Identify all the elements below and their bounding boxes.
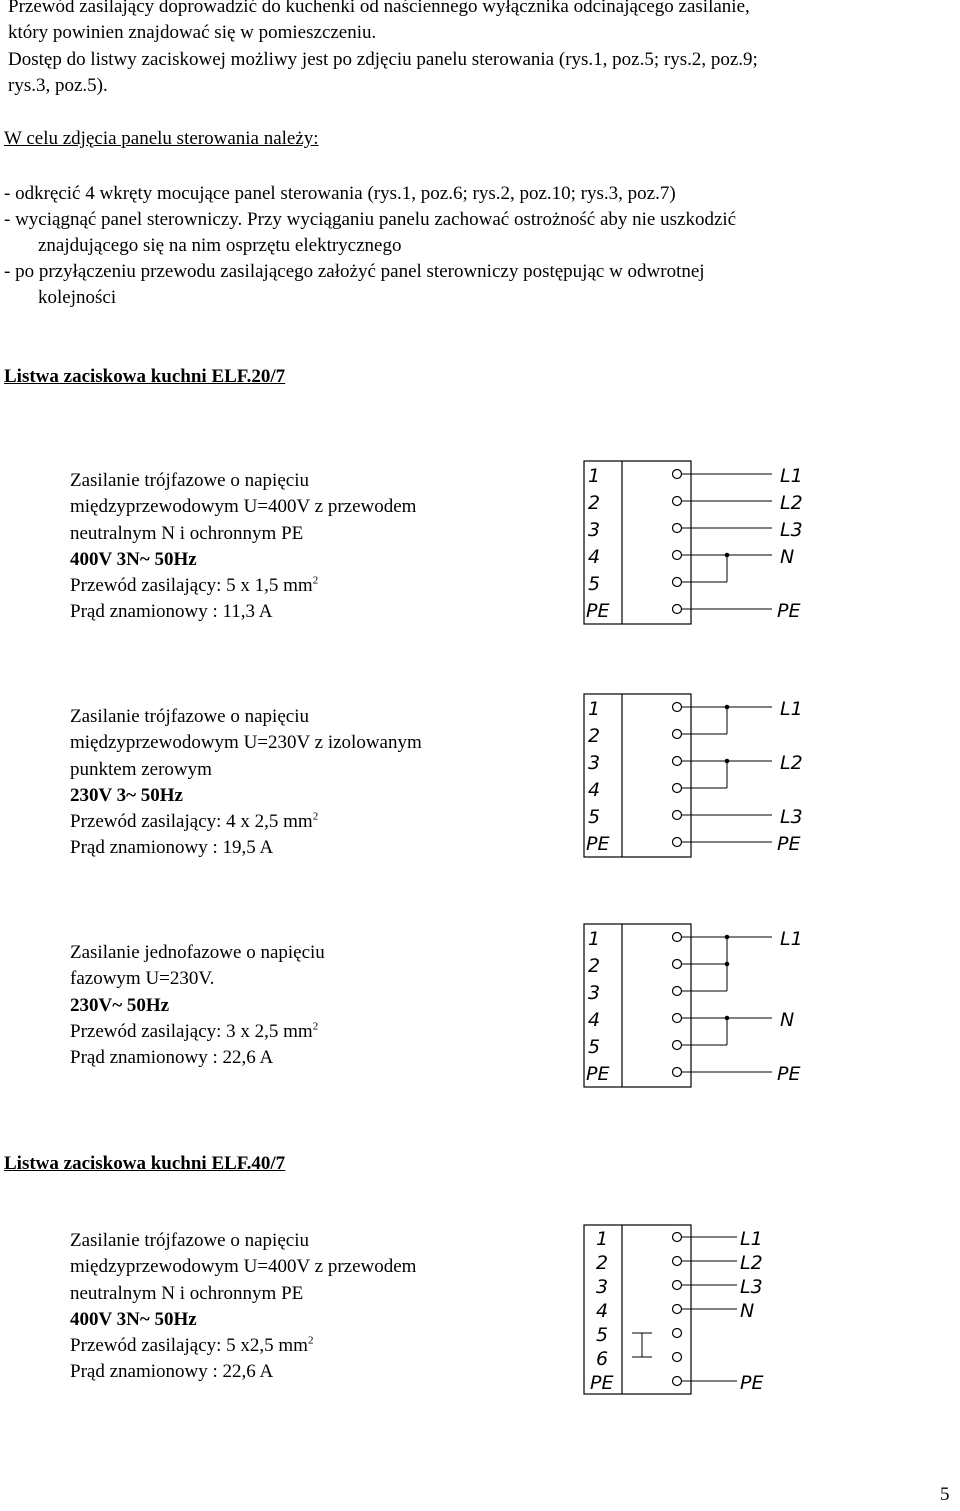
step-2-line-1: - wyciągnąć panel sterowniczy. Przy wyciąganiu panelu zachować ostrożność aby nie uszkodzić (4, 209, 737, 230)
conductor-label (740, 1228, 763, 1250)
conductor-label (780, 928, 803, 950)
page-number: 5 (940, 1484, 950, 1505)
terminal-label (588, 546, 600, 568)
terminal-label (588, 1009, 600, 1031)
terminal-label (588, 519, 600, 541)
conductor-label (780, 1009, 794, 1031)
svg-text:3: 3 (588, 752, 601, 774)
spec-voltage: 400V 3N~ 50Hz (70, 548, 197, 570)
terminal-label (588, 982, 600, 1004)
svg-text:2: 2 (596, 1252, 609, 1274)
svg-text:N: N (780, 546, 795, 568)
conductor-label (740, 1276, 763, 1298)
terminal-label (588, 928, 600, 950)
svg-text:1: 1 (588, 928, 601, 950)
intro-line-2: który powinien znajdować się w pomieszczeniu. (8, 22, 377, 43)
svg-text:PE: PE (590, 1372, 614, 1394)
svg-text:3: 3 (588, 982, 601, 1004)
spec-line: międzyprzewodowym U=400V z przewodem (70, 496, 417, 518)
svg-text:4: 4 (588, 1009, 601, 1031)
spec-cable: Przewód zasilający: 5 x 1,5 $mm^2$ (70, 574, 319, 597)
step-3-line-1: - po przyłączeniu przewodu zasilającego założyć panel sterowniczy postępując w odwrotnej (4, 261, 705, 282)
svg-text:5: 5 (588, 1036, 601, 1058)
svg-text:3: 3 (588, 519, 601, 541)
section-heading-elf20: Listwa zaciskowa kuchni ELF.20/7 (4, 366, 286, 387)
supply-spec-230v-1 (70, 940, 325, 1071)
spec-line: międzyprzewodowym U=400V z przewodem (70, 1256, 417, 1278)
spec-voltage: 230V 3~ 50Hz (70, 784, 183, 806)
terminal-label (596, 1300, 608, 1322)
spec-current: Prąd znamionowy : 11,3 A (70, 601, 273, 623)
spec-line: Zasilanie trójfazowe o napięciu (70, 1230, 309, 1251)
svg-text:2: 2 (588, 492, 601, 514)
terminal-diagram-4 (582, 1224, 822, 1396)
terminal-label (596, 1228, 608, 1250)
svg-text:PE: PE (586, 600, 610, 622)
svg-text:5: 5 (588, 806, 601, 828)
removal-heading: W celu zdjęcia panelu sterowania należy: (4, 128, 319, 149)
terminal-label (588, 955, 600, 977)
svg-text:PE: PE (586, 1063, 610, 1085)
spec-line: punktem zerowym (70, 758, 212, 780)
svg-text:4: 4 (588, 779, 601, 801)
svg-text:PE: PE (777, 1063, 801, 1085)
svg-text:L1: L1 (780, 928, 803, 950)
svg-text:L1: L1 (780, 465, 803, 487)
terminal-label (588, 1036, 600, 1058)
supply-spec-230v-3 (70, 704, 422, 862)
terminal-diagram-2 (582, 693, 842, 863)
conductor-label (780, 806, 803, 828)
svg-text:4: 4 (596, 1300, 609, 1322)
svg-text:PE: PE (777, 833, 801, 855)
svg-text:L3: L3 (780, 806, 803, 828)
terminal-label (588, 725, 600, 747)
svg-text:PE: PE (740, 1372, 764, 1394)
section-heading-elf40: Listwa zaciskowa kuchni ELF.40/7 (4, 1153, 286, 1174)
svg-text:2: 2 (588, 955, 601, 977)
terminal-label (596, 1276, 608, 1298)
terminal-label (586, 1063, 609, 1085)
spec-line: międzyprzewodowym U=230V z izolowanym (70, 732, 422, 754)
spec-current: Prąd znamionowy : 22,6 A (70, 1361, 274, 1383)
step-3-line-2: kolejności (38, 287, 117, 308)
terminal-label (588, 573, 600, 595)
conductor-label (780, 698, 803, 720)
conductor-label (780, 519, 803, 541)
conductor-label (780, 752, 803, 774)
svg-text:1: 1 (588, 465, 601, 487)
svg-text:L2: L2 (780, 492, 803, 514)
terminal-label (596, 1324, 608, 1346)
svg-text:L2: L2 (740, 1252, 763, 1274)
spec-cable: Przewód zasilający: 3 x 2,5 $mm^2$ (70, 1020, 319, 1042)
svg-text:L2: L2 (780, 752, 803, 774)
terminal-label (596, 1348, 608, 1370)
svg-text:5: 5 (588, 573, 601, 595)
spec-line: Zasilanie trójfazowe o napięciu (70, 470, 309, 491)
terminal-label (596, 1252, 608, 1274)
svg-text:L1: L1 (740, 1228, 763, 1250)
conductor-label (777, 600, 800, 622)
terminal-label (588, 698, 600, 720)
spec-cable: Przewód zasilający: 5 x2,5 $mm^2$ (70, 1334, 314, 1357)
intro-line-4: rys.3, poz.5). (8, 75, 108, 96)
spec-line: Zasilanie trójfazowe o napięciu (70, 706, 309, 727)
intro-line-1: Przewód zasilający doprowadzić do kuchenki od naściennego wyłącznika odcinającego zasilanie, (8, 0, 750, 17)
terminal-label (588, 779, 600, 801)
supply-spec-400v-3n (70, 468, 416, 626)
conductor-label (780, 492, 803, 514)
conductor-label (740, 1252, 763, 1274)
svg-text:5: 5 (596, 1324, 609, 1346)
spec-voltage: 400V 3N~ 50Hz (70, 1308, 197, 1330)
spec-current: Prąd znamionowy : 19,5 A (70, 837, 274, 859)
svg-text:6: 6 (596, 1348, 609, 1370)
terminal-label (586, 833, 609, 855)
conductor-label (740, 1372, 763, 1394)
conductor-label (777, 833, 800, 855)
spec-line: neutralnym N i ochronnym PE (70, 522, 304, 544)
terminal-label (586, 600, 609, 622)
svg-text:4: 4 (588, 546, 601, 568)
terminal-diagram-3 (582, 923, 842, 1093)
terminal-diagram-1 (582, 460, 842, 630)
supply-spec-elf40 (70, 1228, 416, 1386)
svg-text:1: 1 (596, 1228, 609, 1250)
svg-text:2: 2 (588, 725, 601, 747)
terminal-label (588, 752, 600, 774)
terminal-label (588, 492, 600, 514)
step-1: - odkręcić 4 wkręty mocujące panel sterowania (rys.1, poz.6; rys.2, poz.10; rys.3, poz.7) (4, 183, 676, 204)
spec-current: Prąd znamionowy : 22,6 A (70, 1047, 274, 1069)
spec-line: fazowym U=230V. (70, 968, 215, 990)
svg-text:L1: L1 (780, 698, 803, 720)
svg-text:3: 3 (596, 1276, 609, 1298)
spec-voltage: 230V~ 50Hz (70, 994, 170, 1016)
svg-text:PE: PE (586, 833, 610, 855)
terminal-label (590, 1372, 613, 1394)
terminal-label (588, 806, 600, 828)
svg-text:N: N (740, 1300, 755, 1322)
terminal-label (588, 465, 600, 487)
spec-cable: Przewód zasilający: 4 x 2,5 $mm^2$ (70, 810, 319, 833)
svg-text:L3: L3 (740, 1276, 763, 1298)
intro-line-3: Dostęp do listwy zaciskowej możliwy jest po zdjęciu panelu sterowania (rys.1, poz.5; rys.2, poz.9; (8, 49, 758, 70)
svg-text:1: 1 (588, 698, 601, 720)
spec-line: neutralnym N i ochronnym PE (70, 1282, 304, 1304)
spec-line: Zasilanie jednofazowe o napięciu (70, 942, 325, 963)
conductor-label (740, 1300, 754, 1322)
svg-text:PE: PE (777, 600, 801, 622)
conductor-label (780, 546, 794, 568)
step-2-line-2: znajdującego się na nim osprzętu elektrycznego (38, 235, 402, 256)
conductor-label (780, 465, 803, 487)
conductor-label (777, 1063, 800, 1085)
svg-text:N: N (780, 1009, 795, 1031)
svg-text:L3: L3 (780, 519, 803, 541)
